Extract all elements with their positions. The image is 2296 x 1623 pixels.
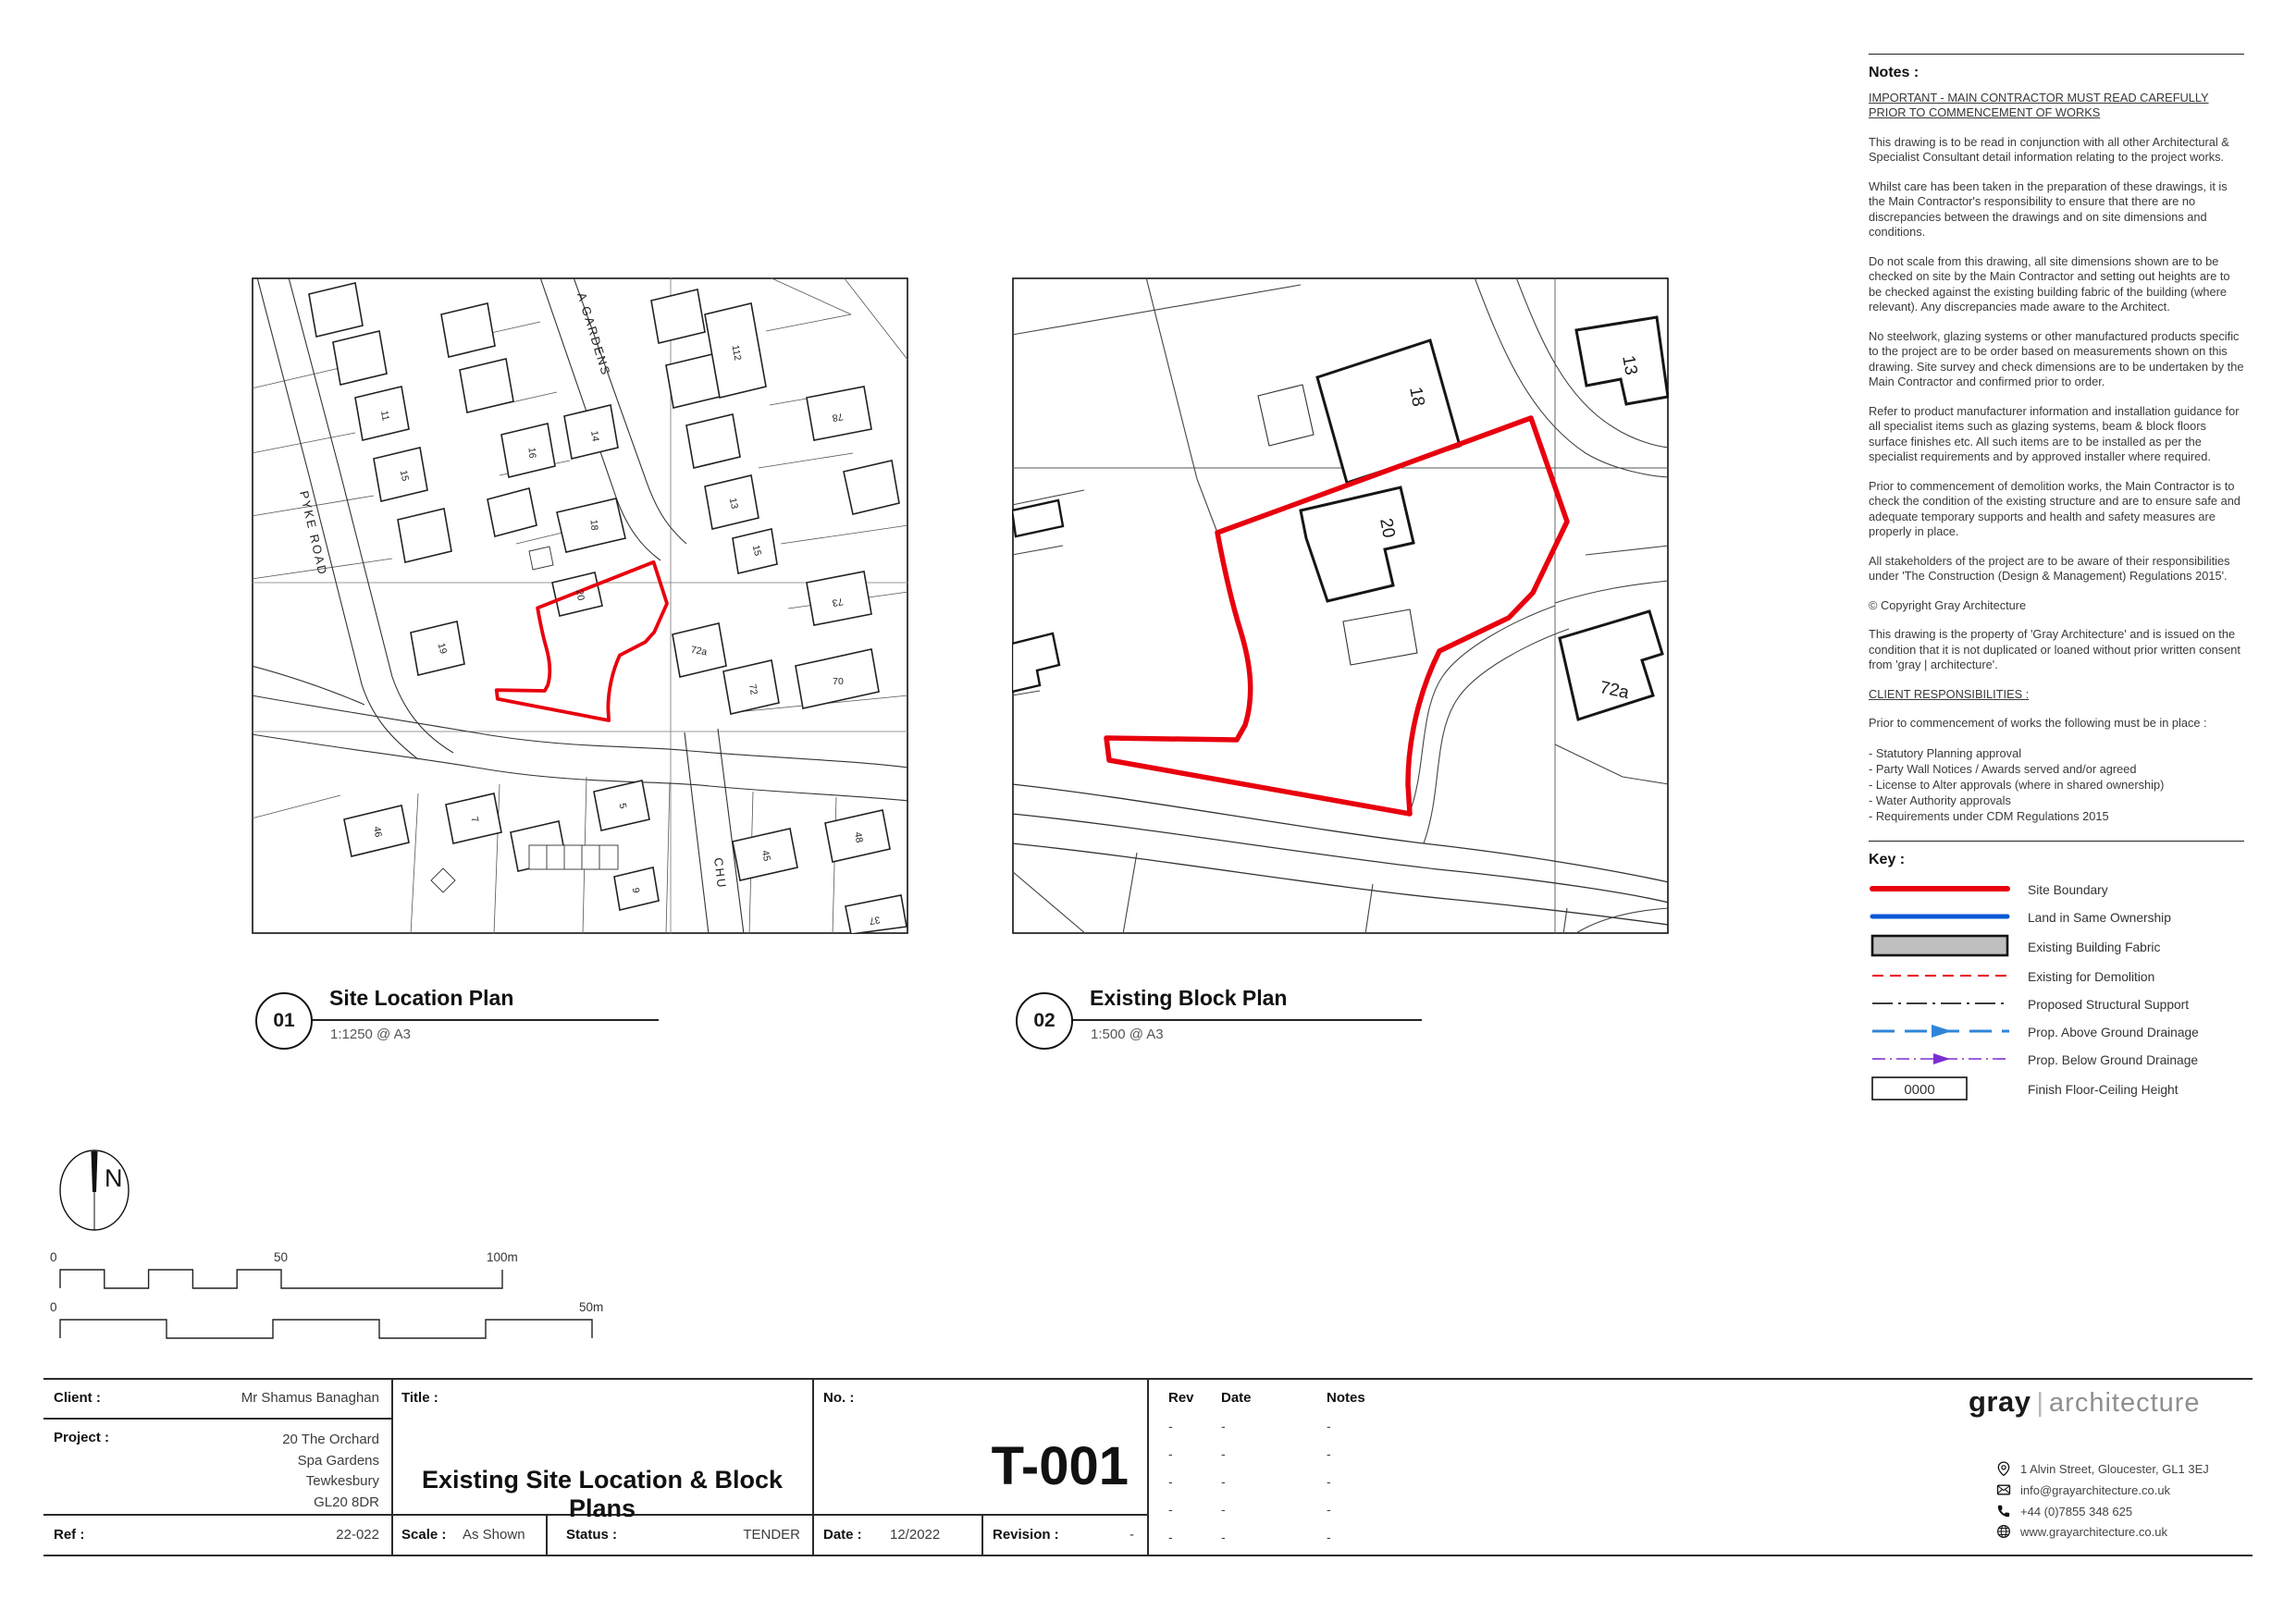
client-value: Mr Shamus Banaghan (241, 1390, 379, 1406)
rev-cell: - (1221, 1530, 1226, 1544)
contact-email-row (1996, 1482, 2170, 1497)
client-responsibility-item: - Statutory Planning approval (1869, 745, 2022, 760)
scale-bar-1-labels (50, 1250, 518, 1264)
svg-text:45: 45 (759, 849, 773, 863)
svg-text:0000: 0000 (1904, 1081, 1935, 1098)
svg-text:112: 112 (729, 344, 744, 362)
svg-text:50: 50 (274, 1250, 289, 1264)
svg-text:46: 46 (371, 825, 384, 839)
client-label: Client : (54, 1390, 101, 1406)
svg-text:16: 16 (525, 447, 538, 460)
scale-label: Scale : (401, 1527, 447, 1543)
rev-cell: - (1327, 1502, 1331, 1517)
key-item-above-drainage (1869, 1019, 2244, 1047)
land-ownership-swatch (1869, 905, 2028, 932)
plan-number-02-text: 02 (1033, 1010, 1055, 1031)
svg-text:72a: 72a (689, 644, 709, 658)
key-item-label: Existing Building Fabric (2028, 940, 2161, 954)
svg-text:11: 11 (378, 410, 391, 422)
ref-value: 22-022 (336, 1527, 379, 1543)
above-drainage-swatch (1869, 1020, 2028, 1047)
svg-text:0: 0 (50, 1250, 57, 1264)
contact-website-row (1996, 1524, 2167, 1539)
brand-address: 1 Alvin Street, Gloucester, GL1 3EJ (2020, 1461, 2209, 1476)
plan-title-existing-block: Existing Block Plan (1090, 986, 1288, 1010)
rev-cell: - (1168, 1502, 1173, 1517)
scale-bar-2 (60, 1320, 592, 1338)
contact-address-row (1996, 1461, 2209, 1476)
svg-text:15: 15 (749, 544, 764, 558)
plan-title-site-location: Site Location Plan (329, 986, 514, 1010)
rev-cell: - (1221, 1474, 1226, 1489)
client-responsibility-item: - License to Alter approvals (where in shared ownership) (1869, 777, 2165, 792)
project-line: Spa Gardens (297, 1452, 379, 1469)
phone-icon (1996, 1504, 2011, 1518)
notes-copyright: © Copyright Gray Architecture (1869, 597, 2027, 612)
ref-label: Ref : (54, 1527, 85, 1543)
envelope-icon (1996, 1482, 2011, 1497)
brand-name-light: architecture (2049, 1388, 2201, 1418)
notes-title: Notes : (1869, 65, 1920, 80)
svg-text:20: 20 (1376, 516, 1399, 540)
titleblock-divider (391, 1378, 393, 1556)
road-label-chu: CHU (711, 856, 730, 891)
brand-separator: | (2036, 1388, 2044, 1418)
notes-paragraph: All stakeholders of the project are to be aware of their responsibilities under 'The Construction (Design & Management) Regulations 2015'. (1869, 553, 2230, 583)
svg-text:9: 9 (629, 887, 642, 894)
notes-paragraph: This drawing is to be read in conjunction with all other Architectural & Specialist Consultant detail information relating to the project works. (1869, 134, 2229, 164)
svg-text:48: 48 (852, 830, 865, 844)
project-line: Tewkesbury (305, 1473, 379, 1489)
road-label-gardens: A GARDENS (574, 290, 613, 378)
client-responsibilities-heading: CLIENT RESPONSIBILITIES : (1869, 686, 2030, 701)
notes-paragraph: Do not scale from this drawing, all site dimensions shown are to be checked on site by the Main Contractor and setting out heights are to be checked against the existing building fabric of the building (where relevant). Any discrepancies made aware to the Architect. (1869, 253, 2230, 314)
svg-text:50m: 50m (579, 1300, 604, 1314)
rev-cell: - (1327, 1530, 1331, 1544)
drawing-title: Existing Site Location & Block Plans (421, 1466, 784, 1522)
svg-text:100m: 100m (487, 1250, 518, 1264)
scale-bars-svg (44, 1247, 646, 1348)
svg-text:15: 15 (397, 469, 412, 483)
north-arrow-icon (54, 1143, 139, 1239)
north-arrow (54, 1143, 139, 1244)
svg-text:73: 73 (831, 596, 845, 609)
status-value: TENDER (743, 1527, 800, 1543)
project-line: GL20 8DR (314, 1494, 379, 1510)
svg-text:14: 14 (588, 429, 601, 443)
key-item-label: Existing for Demolition (2028, 969, 2155, 984)
notes-paragraph: Refer to product manufacturer information and installation guidance for all specialist items such as glazing systems, beam & block floors surface finishes etc. All such items are to be installed as per the specialist requirements and by approved installer where required. (1869, 403, 2240, 463)
brand-phone: +44 (0)7855 348 625 (2020, 1504, 2133, 1518)
key-item-label: Prop. Above Ground Drainage (2028, 1025, 2199, 1039)
site-location-plan-svg (252, 277, 908, 934)
titleblock-divider (43, 1418, 391, 1420)
rev-cell: - (1327, 1474, 1331, 1489)
north-label: N (105, 1164, 123, 1192)
caption-rule-02 (1066, 1019, 1422, 1021)
svg-text:78: 78 (831, 411, 845, 424)
notes-important: IMPORTANT - MAIN CONTRACTOR MUST READ CAREFULLY PRIOR TO COMMENCEMENT OF WORKS (1869, 90, 2209, 119)
revision-value: - (1129, 1527, 1134, 1543)
rev-cell: - (1168, 1446, 1173, 1461)
status-label: Status : (566, 1527, 618, 1543)
svg-text:70: 70 (833, 676, 844, 687)
key-item-label: Proposed Structural Support (2028, 997, 2190, 1012)
svg-text:7: 7 (468, 815, 481, 824)
drawing-number: T-001 (991, 1436, 1129, 1496)
svg-text:72a: 72a (1598, 678, 1631, 704)
client-responsibilities-intro: Prior to commencement of works the following must be in place : (1869, 716, 2207, 730)
rev-cell: - (1327, 1446, 1331, 1461)
key-item-ffl (1869, 1075, 2244, 1106)
key-item-land-ownership (1869, 904, 2244, 932)
svg-text:72: 72 (747, 682, 759, 696)
titleblock-divider (981, 1514, 983, 1556)
scale-bar-1 (60, 1270, 502, 1288)
key-title: Key : (1869, 851, 1906, 867)
date-value: 12/2022 (890, 1527, 941, 1543)
notes-top-rule (1869, 54, 2244, 55)
project-line: 20 The Orchard (282, 1432, 379, 1447)
existing-block-plan-map (1012, 277, 1669, 939)
brand-logo (1969, 1385, 2250, 1419)
globe-icon (1996, 1524, 2011, 1539)
notes-panel (1869, 54, 2244, 1106)
brand-email: info@grayarchitecture.co.uk (2020, 1482, 2171, 1497)
rev-cell: - (1221, 1502, 1226, 1517)
revision-label: Revision : (993, 1527, 1059, 1543)
site-boundary-swatch (1869, 878, 2028, 904)
rev-cell: - (1168, 1530, 1173, 1544)
plan-scale-existing-block: 1:500 @ A3 (1091, 1027, 1164, 1042)
project-label: Project : (54, 1430, 110, 1445)
svg-text:5: 5 (616, 802, 629, 810)
titleblock-divider (812, 1378, 814, 1556)
svg-text:13: 13 (1618, 353, 1641, 377)
svg-text:18: 18 (1405, 385, 1428, 409)
svg-text:37: 37 (868, 914, 882, 927)
client-responsibility-item: - Requirements under CDM Regulations 2015 (1869, 808, 2109, 823)
key-item-below-drainage (1869, 1047, 2244, 1075)
site-location-plan-map (252, 277, 908, 939)
location-pin-icon (1996, 1461, 2011, 1476)
scale-bars (44, 1247, 646, 1353)
svg-text:18: 18 (587, 519, 600, 532)
number-label: No. : (823, 1390, 855, 1406)
rev-table-col-rev (1168, 1384, 1194, 1551)
client-responsibility-item: - Party Wall Notices / Awards served and/or agreed (1869, 761, 2137, 776)
ffl-box-swatch (1869, 1076, 2028, 1106)
existing-block-plan-svg (1012, 277, 1669, 934)
building-fabric-swatch (1869, 933, 2028, 964)
brand-name-bold: gray (1969, 1385, 2031, 1418)
scale-bar-2-labels (50, 1300, 603, 1314)
structural-support-swatch (1869, 992, 2028, 1019)
rev-header: Rev (1168, 1390, 1194, 1406)
notes-paragraph: Whilst care has been taken in the preparation of these drawings, it is the Main Contractor's responsibility to ensure that there are no discrepancies between the drawings and on site dimensions and conditions. (1869, 178, 2228, 239)
below-drainage-swatch (1869, 1048, 2028, 1075)
scale-value: As Shown (463, 1527, 525, 1543)
client-responsibility-item: - Water Authority approvals (1869, 793, 2011, 807)
notes-paragraph: This drawing is the property of 'Gray Architecture' and is issued on the condition that it is not duplicated or loaned without prior written consent from 'gray | architecture'. (1869, 627, 2240, 671)
date-label: Date : (823, 1527, 862, 1543)
plan-scale-site-location: 1:1250 @ A3 (330, 1027, 411, 1042)
contact-phone-row (1996, 1504, 2132, 1518)
notes-paragraph: No steelwork, glazing systems or other manufactured products specific to the project are to be order based on measurements shown on this drawing. Site survey and check dimensions are to be undertaken by the Main Contractor and confirmed prior to order. (1869, 328, 2244, 388)
rev-header: Date (1221, 1390, 1252, 1406)
key-item-label: Land in Same Ownership (2028, 910, 2171, 925)
key-top-rule (1869, 841, 2244, 842)
svg-text:0: 0 (50, 1300, 57, 1314)
svg-text:20: 20 (574, 588, 586, 602)
key-item-demolition (1869, 964, 2244, 991)
plan-number-01-text: 01 (273, 1010, 295, 1031)
key-item-label: Site Boundary (2028, 882, 2108, 897)
rev-header: Notes (1327, 1390, 1365, 1406)
caption-rule-01 (305, 1019, 659, 1021)
road-label-pyke-road: PYKE ROAD (297, 489, 330, 578)
plan-number-01 (255, 992, 313, 1050)
key-item-site-boundary (1869, 877, 2244, 904)
rev-table-col-notes (1327, 1384, 1365, 1551)
key-item-building-fabric (1869, 932, 2244, 964)
brand-website: www.grayarchitecture.co.uk (2020, 1524, 2167, 1539)
svg-text:13: 13 (726, 497, 741, 510)
rev-cell: - (1221, 1419, 1226, 1433)
svg-text:19: 19 (435, 642, 450, 656)
rev-cell: - (1221, 1446, 1226, 1461)
rev-cell: - (1327, 1419, 1331, 1433)
plan-number-02 (1016, 992, 1073, 1050)
rev-table-col-date (1221, 1384, 1252, 1551)
project-value (148, 1430, 379, 1513)
key-item-label: Prop. Below Ground Drainage (2028, 1052, 2199, 1067)
notes-paragraph: Prior to commencement of demolition works, the Main Contractor is to check the condition of the existing structure and are to ensure safe and adequate temporary supports and health and safety measures are properly in place. (1869, 478, 2240, 538)
demolition-swatch (1869, 965, 2028, 991)
rev-cell: - (1168, 1474, 1173, 1489)
rev-cell: - (1168, 1419, 1173, 1433)
key-item-structural-support (1869, 991, 2244, 1019)
title-label: Title : (401, 1390, 438, 1406)
titleblock-divider (1147, 1378, 1149, 1556)
key-item-label: Finish Floor-Ceiling Height (2028, 1082, 2179, 1097)
